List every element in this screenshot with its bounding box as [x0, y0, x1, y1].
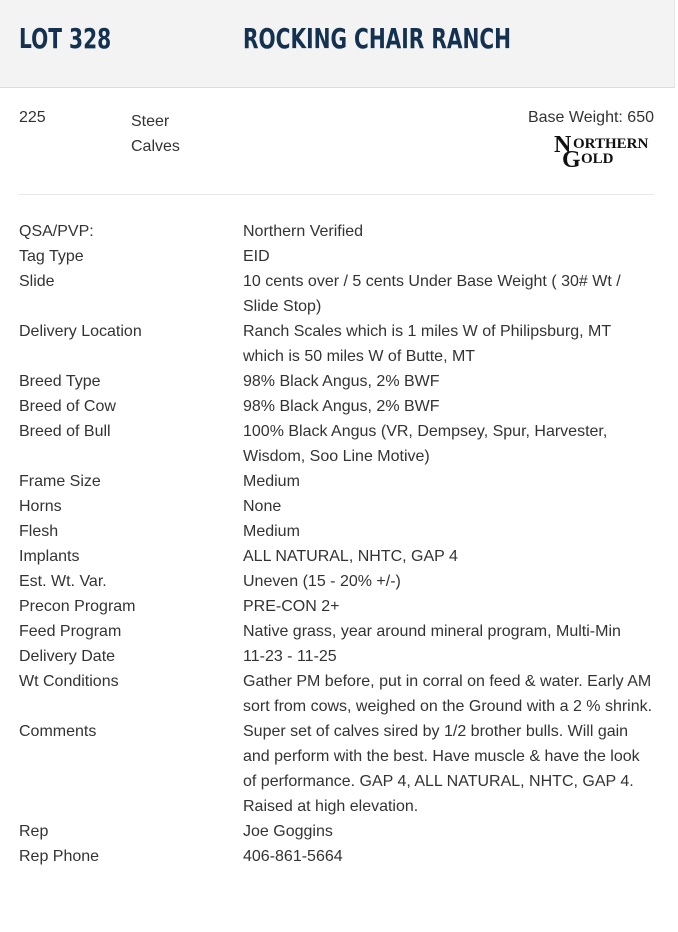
ranch-name: ROCKING CHAIR RANCH	[243, 22, 511, 55]
detail-value: Super set of calves sired by 1/2 brother bulls. Will gain and perform with the best. Have muscle & have the look of performance. GAP 4, ALL NATURAL, NHTC, GAP 4. Raised at high elevation.	[243, 723, 640, 815]
detail-value: Uneven (15 - 20% +/-)	[243, 573, 401, 590]
detail-value: Gather PM before, put in corral on feed & water. Early AM sort from cows, weighed on the Ground with a 2 % shrink.	[243, 673, 653, 715]
detail-label: Slide	[19, 273, 55, 290]
detail-value: Native grass, year around mineral program, Multi-Min	[243, 623, 621, 640]
detail-row	[0, 394, 674, 419]
detail-label: Feed Program	[19, 623, 122, 640]
detail-label: Frame Size	[19, 473, 101, 490]
detail-value: Northern Verified	[243, 223, 364, 240]
section-divider	[19, 194, 654, 195]
logo-initial-g: G	[562, 147, 581, 170]
detail-value: 11-23 - 11-25	[243, 648, 337, 665]
detail-value: Ranch Scales which is 1 miles W of Philipsburg, MT which is 50 miles W of Butte, MT	[243, 323, 611, 365]
detail-row	[0, 819, 674, 844]
cattle-sex: Steer Calves	[131, 113, 180, 155]
detail-label: Horns	[19, 498, 62, 515]
detail-label: Delivery Location	[19, 323, 142, 340]
detail-row	[0, 419, 674, 469]
detail-value: PRE-CON 2+	[243, 598, 340, 615]
detail-value: 406-861-5664	[243, 848, 343, 865]
detail-label: Tag Type	[19, 248, 84, 265]
detail-label: Precon Program	[19, 598, 136, 615]
lot-summary	[0, 88, 674, 194]
detail-row	[0, 319, 674, 369]
detail-label: Breed of Bull	[19, 423, 111, 440]
detail-label: Rep	[19, 823, 49, 840]
logo-text-gold: OLD	[581, 151, 614, 167]
detail-value: EID	[243, 248, 270, 265]
detail-label: Est. Wt. Var.	[19, 573, 107, 590]
detail-row	[0, 219, 674, 244]
detail-value: 10 cents over / 5 cents Under Base Weight ( 30# Wt / Slide Stop)	[243, 273, 621, 315]
detail-row	[0, 494, 674, 519]
detail-label: Implants	[19, 548, 80, 565]
detail-row	[0, 244, 674, 269]
detail-row	[0, 369, 674, 394]
detail-row	[0, 719, 674, 819]
detail-row	[0, 544, 674, 569]
detail-label: Wt Conditions	[19, 673, 119, 690]
detail-row	[0, 269, 674, 319]
detail-label: Comments	[19, 723, 97, 740]
detail-row	[0, 469, 674, 494]
lot-details	[0, 219, 674, 869]
detail-label: Delivery Date	[19, 648, 116, 665]
detail-value: None	[243, 498, 282, 515]
lot-header	[0, 0, 675, 88]
head-count: 225	[19, 109, 46, 126]
detail-row	[0, 594, 674, 619]
detail-row	[0, 644, 674, 669]
base-weight: Base Weight: 650	[527, 109, 654, 126]
logo-initial-n: N	[554, 132, 572, 158]
logo-text-northern: ORTHERN	[573, 136, 649, 152]
detail-label: QSA/PVP:	[19, 223, 94, 240]
detail-row	[0, 519, 674, 544]
detail-row	[0, 619, 674, 644]
detail-row	[0, 569, 674, 594]
detail-value: 100% Black Angus (VR, Dempsey, Spur, Harvester, Wisdom, Soo Line Motive)	[243, 423, 608, 465]
detail-label: Flesh	[19, 523, 59, 540]
detail-value: 98% Black Angus, 2% BWF	[243, 373, 440, 390]
detail-value: Medium	[243, 473, 300, 490]
lot-number: LOT 328	[19, 22, 112, 55]
detail-value: ALL NATURAL, NHTC, GAP 4	[243, 548, 458, 565]
detail-row	[0, 669, 674, 719]
detail-label: Breed Type	[19, 373, 101, 390]
detail-label: Breed of Cow	[19, 398, 116, 415]
northern-gold-logo	[554, 132, 654, 170]
detail-value: Medium	[243, 523, 300, 540]
detail-label: Rep Phone	[19, 848, 100, 865]
detail-row	[0, 844, 674, 869]
detail-value: 98% Black Angus, 2% BWF	[243, 398, 440, 415]
detail-value: Joe Goggins	[243, 823, 333, 840]
